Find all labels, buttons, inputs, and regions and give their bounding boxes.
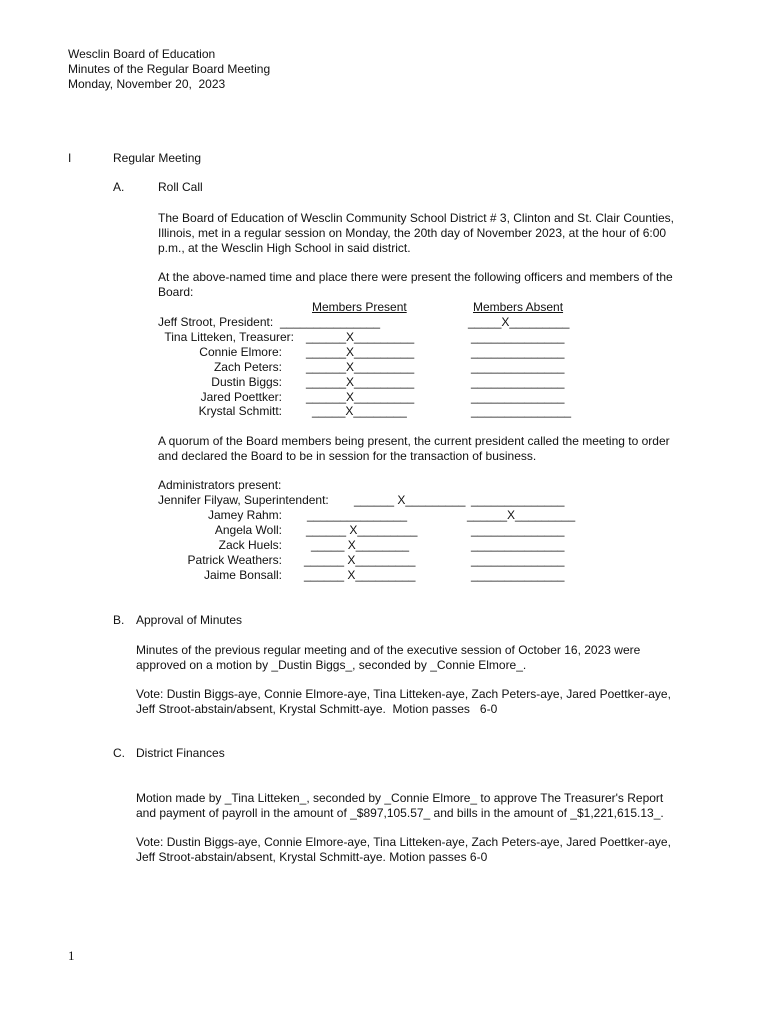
- admin-absent: ______________: [471, 523, 565, 537]
- administrators-heading: Administrators present:: [158, 478, 282, 492]
- members-absent-header: Members Absent: [473, 300, 564, 314]
- member-name: Dustin Biggs:: [211, 375, 282, 389]
- header-title: Minutes of the Regular Board Meeting: [68, 62, 271, 76]
- minutes-para-line: Minutes of the previous regular meeting and of the executive session of October 16, 2023 were: [136, 643, 641, 657]
- admin-absent: ______________: [471, 493, 565, 507]
- admin-present: ______ X_________: [306, 523, 418, 537]
- member-present: ______X_________: [306, 360, 415, 374]
- admin-name: Patrick Weathers:: [187, 553, 282, 567]
- quorum-line: and declared the Board to be in session for the transaction of business.: [158, 449, 537, 463]
- member-present: _____X________: [312, 404, 407, 418]
- member-absent: ______________: [471, 330, 565, 344]
- admin-absent: ______________: [471, 568, 565, 582]
- admin-present: _______________: [307, 508, 408, 522]
- admin-name: Angela Woll:: [214, 523, 282, 537]
- finances-title: District Finances: [136, 746, 225, 760]
- finances-vote-line: Vote: Dustin Biggs-aye, Connie Elmore-aye, Tina Litteken-aye, Zach Peters-aye, Jared Poettker-aye,: [136, 835, 671, 849]
- member-absent: _______________: [471, 404, 572, 418]
- member-absent: ______________: [471, 375, 565, 389]
- quorum-line: A quorum of the Board members being present, the current president called the meeting to order: [158, 434, 670, 448]
- member-absent: ______________: [471, 345, 565, 359]
- member-name: Krystal Schmitt:: [198, 404, 282, 418]
- roll-call-intro-line: Illinois, met in a regular session on Monday, the 20th day of November 2023, at the hour of 6:00: [158, 226, 667, 240]
- member-present: ______X_________: [306, 345, 415, 359]
- admin-name: Jamey Rahm:: [207, 508, 282, 522]
- attendance-intro-line: At the above-named time and place there were present the following officers and members of the: [158, 270, 673, 284]
- admin-absent: ______________: [471, 553, 565, 567]
- member-absent: ______________: [471, 360, 565, 374]
- minutes-letter: B.: [113, 613, 125, 627]
- admin-name: Zack Huels:: [218, 538, 282, 552]
- minutes-para-line: approved on a motion by _Dustin Biggs_, seconded by _Connie Elmore_.: [136, 658, 527, 672]
- member-present: ______X_________: [306, 330, 415, 344]
- member-name: Jeff Stroot, President:: [158, 315, 274, 329]
- member-name: Tina Litteken, Treasurer:: [164, 330, 294, 344]
- members-present-header: Members Present: [312, 300, 407, 314]
- finances-vote-line: Jeff Stroot-abstain/absent, Krystal Schmitt-aye. Motion passes 6-0: [136, 850, 488, 864]
- roll-call-intro-line: The Board of Education of Wesclin Community School District # 3, Clinton and St. Clair Counties,: [158, 211, 675, 225]
- member-absent: ______________: [471, 390, 565, 404]
- admin-present: ______ X_________: [304, 553, 416, 567]
- member-absent: _____X_________: [468, 315, 570, 329]
- admin-present: ______ X_________: [304, 568, 416, 582]
- admin-absent: ______________: [471, 538, 565, 552]
- finances-para-line: Motion made by _Tina Litteken_, seconded by _Connie Elmore_ to approve The Treasurer's Report: [136, 791, 664, 805]
- attendance-intro-line: Board:: [158, 285, 194, 299]
- finances-para-line: and payment of payroll in the amount of _$897,105.57_ and bills in the amount of _$1,221,615.13_.: [136, 806, 664, 820]
- minutes-title: Approval of Minutes: [136, 613, 243, 627]
- section-title: Regular Meeting: [113, 151, 202, 165]
- section-numeral: I: [68, 151, 72, 165]
- admin-present: _____ X________: [311, 538, 410, 552]
- finances-letter: C.: [113, 746, 125, 760]
- admin-name: Jaime Bonsall:: [203, 568, 282, 582]
- page-number: 1: [68, 948, 75, 963]
- roll-call-intro-line: p.m., at the Wesclin High School in said district.: [158, 241, 411, 255]
- member-present: ______X_________: [306, 375, 415, 389]
- member-name: Jared Poettker:: [200, 390, 282, 404]
- admin-present: ______ X_________: [354, 493, 466, 507]
- roll-call-title: Roll Call: [158, 180, 203, 194]
- header-date: Monday, November 20, 2023: [68, 77, 226, 91]
- minutes-vote-line: Jeff Stroot-abstain/absent, Krystal Schmitt-aye. Motion passes 6-0: [136, 702, 498, 716]
- header-org: Wesclin Board of Education: [68, 47, 216, 61]
- admin-absent: ______X_________: [467, 508, 576, 522]
- minutes-vote-line: Vote: Dustin Biggs-aye, Connie Elmore-aye, Tina Litteken-aye, Zach Peters-aye, Jared Poettker-aye,: [136, 687, 671, 701]
- member-present: ______X_________: [306, 390, 415, 404]
- roll-call-letter: A.: [113, 180, 125, 194]
- member-present: _______________: [280, 315, 381, 329]
- member-name: Connie Elmore:: [199, 345, 282, 359]
- admin-name: Jennifer Filyaw, Superintendent:: [158, 493, 329, 507]
- member-name: Zach Peters:: [213, 360, 282, 374]
